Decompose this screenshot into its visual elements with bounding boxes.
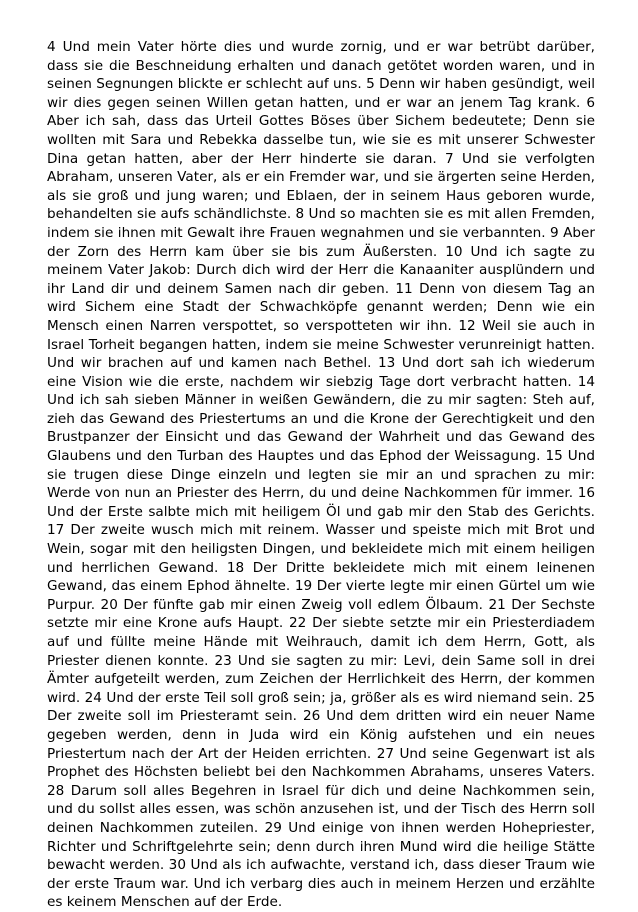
document-page: [47, 38, 595, 912]
body-paragraph: 4 Und mein Vater hörte dies und wurde zornig, und er war betrübt darüber, dass sie die Beschneidung erhalten und danach getötet worden waren, und in seinen Segnungen blickte er schlecht auf uns. 5 Denn wir haben gesündigt, weil wir dies gegen seinen Willen getan hatten, und er war an jenem Tag krank. 6 Aber ich sah, dass das Urteil Gottes Böses über Sichem bedeutete; Denn sie wollten mit Sara und Rebekka dasselbe tun, wie sie es mit unserer Schwester Dina getan hatten, aber der Herr hinderte sie daran. 7 Und sie verfolgten Abraham, unseren Vater, als er ein Fremder war, und sie ärgerten seine Herden, als sie groß und jung waren; und Eblaen, der in seinem Haus geboren wurde, behandelten sie aufs schändlichste. 8 Und so machten sie es mit allen Fremden, indem sie ihnen mit Gewalt ihre Frauen wegnahmen und sie verbannten. 9 Aber der Zorn des Herrn kam über sie bis zum Äußersten. 10 Und ich sagte zu meinem Vater Jakob: Durch dich wird der Herr die Kanaaniter ausplündern und ihr Land dir und deinem Samen nach dir geben. 11 Denn von diesem Tag an wird Sichem eine Stadt der Schwachköpfe genannt werden; Denn wie ein Mensch einen Narren verspottet, so verspotteten wir ihn. 12 Weil sie auch in Israel Torheit begangen hatten, indem sie meine Schwester verunreinigt hatten. Und wir brachen auf und kamen nach Bethel. 13 Und dort sah ich wiederum eine Vision wie die erste, nachdem wir siebzig Tage dort verbracht hatten. 14 Und ich sah sieben Männer in weißen Gewändern, die zu mir sagten: Steh auf, zieh das Gewand des Priestertums an und die Krone der Gerechtigkeit und den Brustpanzer der Einsicht und das Gewand der Wahrheit und das Gewand des Glaubens und den Turban des Hauptes und das Ephod der Weissagung. 15 Und sie trugen diese Dinge einzeln und legten sie mir an und sprachen zu mir: Werde von nun an Priester des Herrn, du und deine Nachkommen für immer. 16 Und der Erste salbte mich mit heiligem Öl und gab mir den Stab des Gerichts. 17 Der zweite wusch mich mit reinem. Wasser und speiste mich mit Brot und Wein, sogar mit den heiligsten Dingen, und bekleidete mich mit einem heiligen und herrlichen Gewand. 18 Der Dritte bekleidete mich mit einem leinenen Gewand, das einem Ephod ähnelte. 19 Der vierte legte mir einen Gürtel um wie Purpur. 20 Der fünfte gab mir einen Zweig voll edlem Ölbaum. 21 Der Sechste setzte mir eine Krone aufs Haupt. 22 Der siebte setzte mir ein Priesterdiadem auf und füllte meine Hände mit Weihrauch, damit ich dem Herrn, Gott, als Priester dienen konnte. 23 Und sie sagten zu mir: Levi, dein Same soll in drei Ämter aufgeteilt werden, zum Zeichen der Herrlichkeit des Herrn, der kommen wird. 24 Und der erste Teil soll groß sein; ja, größer als es wird niemand sein. 25 Der zweite soll im Priesteramt sein. 26 Und dem dritten wird ein neuer Name gegeben werden, denn in Juda wird ein König aufstehen und ein neues Priestertum nach der Art der Heiden errichten. 27 Und seine Gegenwart ist als Prophet des Höchsten beliebt bei den Nachkommen Abrahams, unseres Vaters. 28 Darum soll alles Begehren in Israel für dich und deine Nachkommen sein, und du sollst alles essen, was schön anzusehen ist, und der Tisch des Herrn soll deinen Nachkommen zuteilen. 29 Und einige von ihnen werden Hohepriester, Richter und Schriftgelehrte sein; denn durch ihren Mund wird die heilige Stätte bewacht werden. 30 Und als ich aufwachte, verstand ich, dass dieser Traum wie der erste Traum war. Und ich verbarg dies auch in meinem Herzen und erzählte es keinem Menschen auf der Erde.: [47, 39, 595, 911]
